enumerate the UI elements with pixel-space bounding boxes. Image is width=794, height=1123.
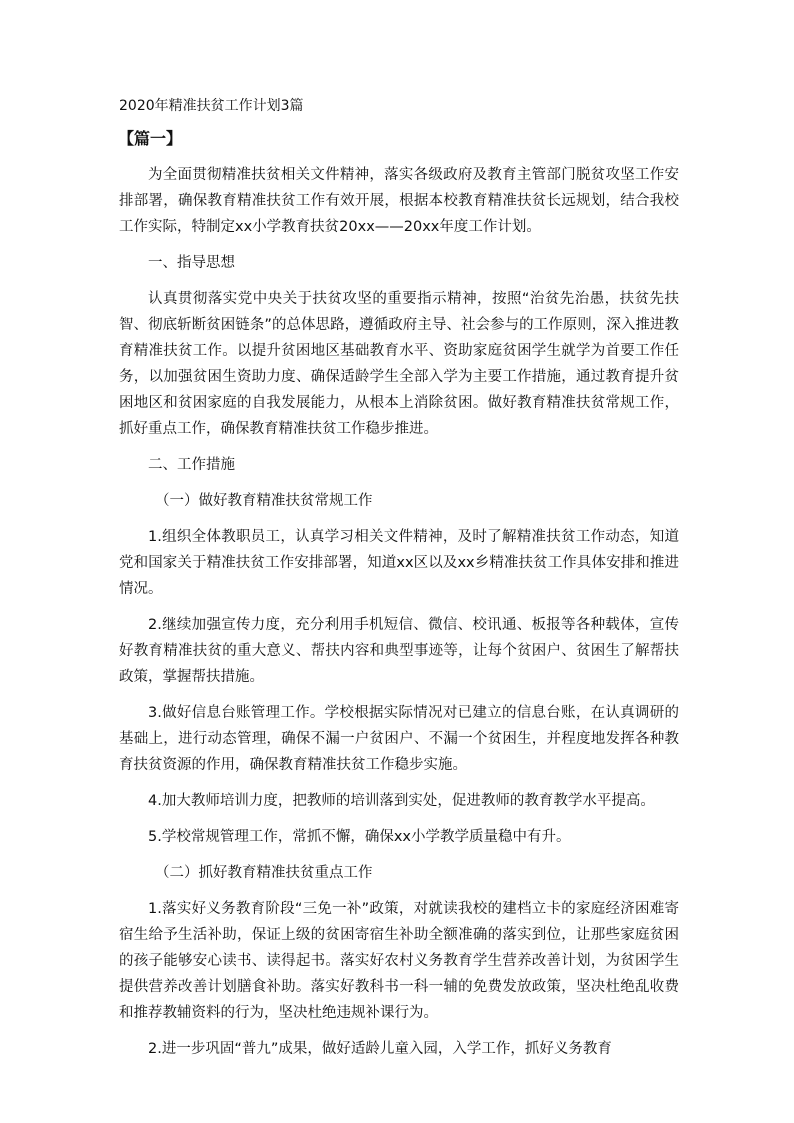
- document-body: [119, 162, 679, 1072]
- paragraph: 1.落实好义务教育阶段“三免一补”政策，对就读我校的建档立卡的家庭经济困难寄宿生给予生活补助，保证上级的贫困寄宿生补助全额准确的落实到位，让那些家庭贫困的孩子能够安心读书、读得起书。落实好农村义务教育学生营养改善计划，为贫困学生提供营养改善计划膳食补助。落实好教科书一科一辅的免费发放政策，坚决杜绝乱收费和推荐教辅资料的行为，坚决杜绝违规补课行为。: [119, 901, 679, 1021]
- paragraph: 认真贯彻落实党中央关于扶贫攻坚的重要指示精神，按照“治贫先治愚，扶贫先扶智、彻底斩断贫困链条”的总体思路，遵循政府主导、社会参与的工作原则，深入推进教育精准扶贫工作。以提升贫困地区基础教育水平、资助家庭贫困学生就学为首要工作任务，以加强贫困生资助力度、确保适龄学生全部入学为主要工作措施，通过教育提升贫困地区和贫困家庭的自我发展能力，从根本上消除贫困。做好教育精准扶贫常规工作，抓好重点工作，确保教育精准扶贫工作稳步推进。: [119, 291, 679, 437]
- paragraph: 4.加大教师培训力度，把教师的培训落到实处，促进教师的教育教学水平提高。: [148, 793, 655, 809]
- paragraph: 1.组织全体教职员工，认真学习相关文件精神，及时了解精准扶贫工作动态，知道党和国家关于精准扶贫工作安排部署，知道xx区以及xx乡精准扶贫工作具体安排和推进情况。: [119, 529, 679, 597]
- paragraph: 5.学校常规管理工作，常抓不懈，确保xx小学教学质量稳中有升。: [148, 829, 571, 845]
- document-title: 2020年精准扶贫工作计划3篇: [119, 98, 304, 114]
- section-title: 【篇一】: [118, 129, 183, 148]
- paragraph: 2.进一步巩固“普九”成果，做好适龄儿童入园，入学工作，抓好义务教育: [148, 1041, 612, 1057]
- subsection-heading: （二）抓好教育精准扶贫重点工作: [155, 865, 373, 881]
- section-heading: 二、工作措施: [148, 457, 235, 473]
- section-heading: 一、指导思想: [148, 255, 235, 271]
- subsection-heading: （一）做好教育精准扶贫常规工作: [155, 493, 373, 509]
- paragraph: 3.做好信息台账管理工作。学校根据实际情况对已建立的信息台账，在认真调研的基础上，进行动态管理，确保不漏一户贫困户、不漏一个贫困生，并程度地发挥各种教育扶贫资源的作用，确保教育精准扶贫工作稳步实施。: [119, 705, 679, 773]
- paragraph: 为全面贯彻精准扶贫相关文件精神，落实各级政府及教育主管部门脱贫攻坚工作安排部署，确保教育精准扶贫工作有效开展，根据本校教育精准扶贫长远规划，结合我校工作实际，特制定xx小学教育扶贫20xx——20xx年度工作计划。: [119, 167, 679, 235]
- paragraph: 2.继续加强宣传力度，充分利用手机短信、微信、校讯通、板报等各种载体，宣传好教育精准扶贫的重大意义、帮扶内容和典型事迹等，让每个贫困户、贫困生了解帮扶政策，掌握帮扶措施。: [119, 617, 679, 685]
